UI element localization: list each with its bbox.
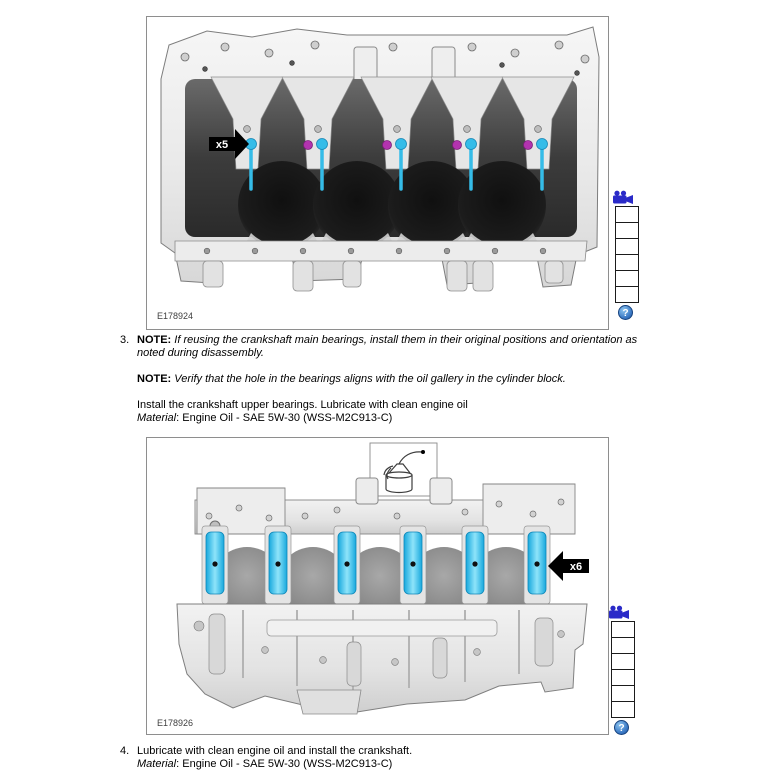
oil-can-icon: [370, 443, 437, 496]
material-line: [137, 412, 660, 425]
thumbnail-box[interactable]: [611, 669, 635, 686]
bearing-saddle: [334, 526, 360, 604]
count-callout-x6: [548, 551, 589, 581]
material-label: Material: [137, 757, 177, 770]
engine-block-bearing-view: [147, 438, 608, 734]
thumbnail-box[interactable]: [611, 653, 635, 670]
figure-e178924: [146, 16, 609, 330]
thumbnail-box[interactable]: [615, 286, 639, 303]
figure-e178926: [146, 437, 609, 735]
thumbnail-box[interactable]: [615, 238, 639, 255]
note-paragraph: [137, 334, 660, 360]
bearing-saddle: [524, 526, 550, 604]
thumbnail-strip: [611, 621, 635, 718]
video-camera-icon[interactable]: [607, 605, 631, 620]
thumbnail-strip: [615, 206, 639, 303]
thumbnail-box[interactable]: [611, 685, 635, 702]
thumbnail-box[interactable]: [615, 222, 639, 239]
note-label: NOTE:: [137, 372, 172, 385]
note-paragraph: [137, 373, 660, 386]
help-icon[interactable]: ?: [618, 305, 633, 320]
bearing-saddle: [202, 526, 228, 604]
figure1-side-rail: [610, 190, 639, 320]
note-text: Verify that the hole in the bearings aligns with the oil gallery in the cylinder block.: [174, 372, 566, 385]
step-4: [120, 745, 660, 771]
bottom-rail: [175, 241, 587, 291]
material-value: : Engine Oil - SAE 5W-30 (WSS-M2C913-C): [176, 757, 393, 770]
thumbnail-box[interactable]: [611, 637, 635, 654]
material-label: Material: [137, 411, 177, 424]
figure2-side-rail: [606, 605, 635, 735]
thumbnail-box[interactable]: [615, 254, 639, 271]
bearing-saddle: [265, 526, 291, 604]
thumbnail-box[interactable]: [611, 701, 635, 718]
crankcase-interior: [185, 77, 577, 260]
step-body: Install the crankshaft upper bearings. Lubricate with clean engine oil: [137, 398, 468, 411]
bearing-saddle: [400, 526, 426, 604]
thumbnail-box[interactable]: [615, 206, 639, 223]
step-3: [120, 334, 660, 425]
video-camera-icon[interactable]: [611, 190, 635, 205]
thumbnail-box[interactable]: [615, 270, 639, 287]
step-number: 4.: [120, 745, 130, 757]
svg-text:x6: x6: [569, 561, 583, 573]
svg-text:x5: x5: [215, 139, 229, 151]
bearing-saddle: [462, 526, 488, 604]
thumbnail-box[interactable]: [611, 621, 635, 638]
material-line: [137, 758, 660, 771]
engine-block-bottom-view: [147, 17, 608, 329]
note-text: If reusing the crankshaft main bearings, install them in their original positions and orientation as noted during disassembly.: [137, 334, 638, 359]
material-value: : Engine Oil - SAE 5W-30 (WSS-M2C913-C): [176, 411, 393, 424]
figure-id-label: E178924: [157, 311, 194, 321]
step-number: 3.: [120, 334, 130, 346]
help-icon[interactable]: ?: [614, 720, 629, 735]
lower-block: [177, 604, 587, 714]
figure-id-label: E178926: [157, 718, 194, 728]
note-label: NOTE:: [137, 334, 172, 346]
step-body: Lubricate with clean engine oil and install the crankshaft.: [137, 745, 413, 757]
